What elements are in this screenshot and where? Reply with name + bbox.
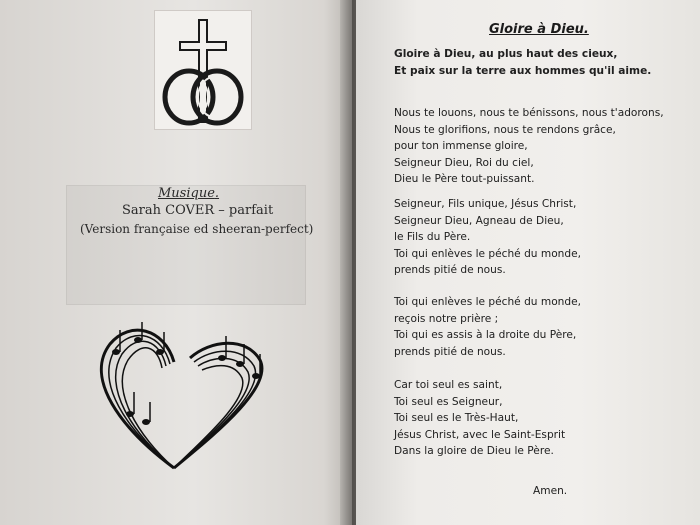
stanza-line: Seigneur Dieu, Roi du ciel, (394, 156, 534, 169)
stanza-5 (394, 377, 565, 460)
artist-line: Sarah COVER – parfait (122, 203, 274, 218)
stanza-line: Seigneur, Fils unique, Jésus Christ, (394, 198, 577, 210)
stanza-line: Toi seul es Seigneur, (394, 395, 503, 408)
stanza-line: prends pitié de nous. (394, 345, 506, 358)
stanza-line: Toi qui es assis à la droite du Père, (394, 329, 577, 342)
stanza-line: Toi qui enlèves le péché du monde, (394, 247, 582, 260)
stanza-4 (394, 294, 581, 360)
stanza-line: Toi qui enlèves le péché du monde, (394, 296, 582, 308)
stanza-line: Car toi seul es saint, (394, 379, 503, 391)
stanza-line: Toi seul es le Très-Haut, (394, 412, 519, 425)
stanza-line: Dans la gloire de Dieu le Père. (394, 445, 554, 458)
closing-amen: Amen. (533, 485, 568, 497)
stanza-intro (394, 46, 651, 79)
stanza-3 (394, 196, 581, 279)
stanza-line: Seigneur Dieu, Agneau de Dieu, (394, 214, 564, 227)
stanza-line: le Fils du Père. (394, 231, 471, 244)
stanza-2 (394, 105, 664, 188)
stanza-line: pour ton immense gloire, (394, 140, 528, 153)
stanza-line: Et paix sur la terre aux hommes qu'il aime. (394, 64, 652, 77)
stanza-line: prends pitié de nous. (394, 264, 506, 277)
stanza-line: Jésus Christ, avec le Saint-Esprit (394, 428, 566, 441)
musical-heart-icon (90, 318, 278, 474)
stanza-line: Dieu le Père tout-puissant. (394, 173, 535, 186)
music-heading: Musique. (158, 186, 220, 201)
stanza-line: reçois notre prière ; (394, 312, 499, 325)
stanza-line: Gloire à Dieu, au plus haut des cieux, (394, 48, 618, 60)
stanza-line: Nous te louons, nous te bénissons, nous t'adorons, (394, 107, 664, 119)
cross-and-rings-icon (154, 10, 252, 130)
hymn-title: Gloire à Dieu. (489, 22, 589, 37)
stanza-line: Nous te glorifions, nous te rendons grâce, (394, 123, 616, 136)
version-note: (Version française ed sheeran-perfect) (80, 222, 314, 236)
